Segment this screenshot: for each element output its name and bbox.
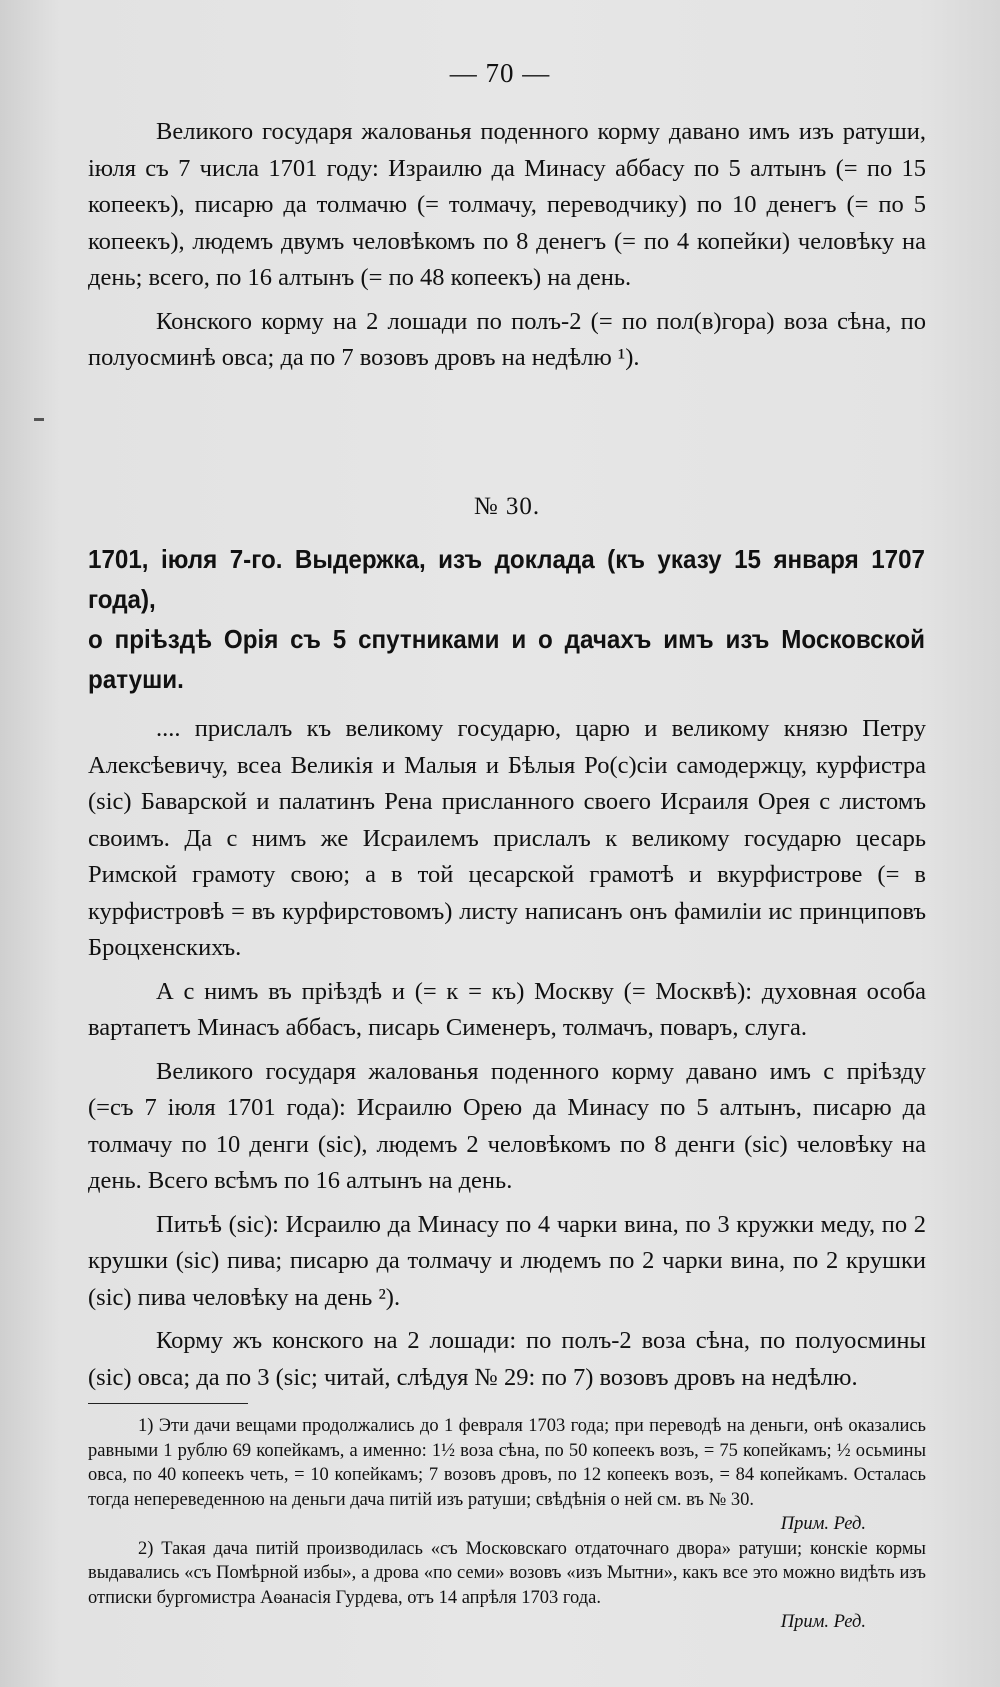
footnote-divider <box>88 1403 248 1404</box>
margin-mark <box>34 418 44 421</box>
paragraph: .... прислалъ къ великому государю, царю и великому князю Петру Алексѣевичу, всеа Великія и Малыя и Бѣлыя Ро(с)сіи самодержцу, курфистра (sic) Баварской и палатинъ Рена присланного своего Исраиля Орея с листомъ своимъ. Да с нимъ же Исраилемъ прислалъ к великому государю цесарь Римской грамоту свою; а в той цесарской грамотѣ и вкурфистрове (= в курфистровѣ = въ курфирстовомъ) листу написанъ онъ фамиліи ис принциповъ Броцхенскихъ. <box>88 715 926 961</box>
footnote-signature: Прим. Ред. <box>780 1514 866 1534</box>
footnote: 1) Эти дачи вещами продолжались до 1 февраля 1703 года; при переводѣ на деньги, онѣ оказались равными 1 рублю 69 копейкамъ, а именно: 1½ воза сѣна, по 50 копеекъ возъ, = 75 копейкамъ; ½ осьмины овса, по 40 копеекъ четь, = 10 копейкамъ; 7 возовъ дровъ, по 12 копеекъ возъ, = 84 копейкамъ. Осталась тогда непереведенною на деньги дача питій изъ ратуши; свѣдѣнія о ней см. въ № 30. <box>88 1416 926 1510</box>
heading-line: о пріѣздѣ Орія съ 5 спутниками и о дачахъ имъ изъ Московской ратуши. <box>88 624 925 694</box>
paragraph: А с нимъ въ пріѣздѣ и (= к = къ) Москву (= Москвѣ): духовная особа вартапетъ Минасъ аббасъ, писарь Сименеръ, толмачъ, поваръ, слуга. <box>88 977 926 1041</box>
footnote-signature: Прим. Ред. <box>780 1612 866 1632</box>
paragraph: Великого государя жалованья поденного корму давано имъ изъ ратуши, іюля съ 7 числа 1701 году: Израилю да Минасу аббасу по 5 алтынъ (= по 15 копеекъ), писарю да толмачю (= толмачу, переводчику) по 10 денегъ (= по 5 копеекъ), людемъ двумъ человѣкомъ по 8 денегъ (= по 4 копейки) человѣку на день; всего, по 16 алтынъ (= по 48 копеекъ) на день. <box>88 118 926 291</box>
document-number: № 30. <box>473 492 541 520</box>
document-heading <box>88 539 925 699</box>
footnotes <box>88 1414 926 1635</box>
page-body <box>88 114 926 1635</box>
paragraph: Корму жъ конского на 2 лошади: по полъ-2 воза сѣна, по полуосмины (sic) овса; да по 3 (sic; читай, слѣдуя № 29: по 7) возовъ дровъ на недѣлю. <box>88 1327 926 1391</box>
paragraph: Великого государя жалованья поденного корму давано имъ с пріѣзду (=съ 7 іюля 1701 года): Исраилю Орею да Минасу по 5 алтынъ, писарю да толмачу по 10 денги (sic), людемъ 2 человѣкомъ по 8 денги (sic) человѣку на день. Всего всѣмъ по 16 алтынъ на день. <box>88 1057 926 1194</box>
footnote: 2) Такая дача питій производилась «съ Московскаго отдаточнаго двора» ратуши; конскіе кормы выдавались «съ Помѣрной избы», а дрова «по семи» возовъ «изъ Мытни», какъ все это можно видѣть изъ отписки бургомистра Аѳанасія Гурдева, отъ 14 апрѣля 1703 года. <box>88 1538 926 1608</box>
paragraph: Конского корму на 2 лошади по полъ-2 (= по пол(в)гора) воза сѣна, по полуосминѣ овса; да по 7 возовъ дровъ на недѣлю ¹). <box>88 307 926 371</box>
heading-line: 1701, іюля 7-го. Выдержка, изъ доклада (къ указу 15 января 1707 года), <box>88 544 925 614</box>
paragraph: Питьѣ (sic): Исраилю да Минасу по 4 чарки вина, по 3 кружки меду, по 2 крушки (sic) пива; писарю да толмачу и людемъ по 2 чарки вина, по 2 крушки (sic) пива человѣку на день ²). <box>88 1210 926 1311</box>
page-number: — 70 — <box>449 58 551 88</box>
